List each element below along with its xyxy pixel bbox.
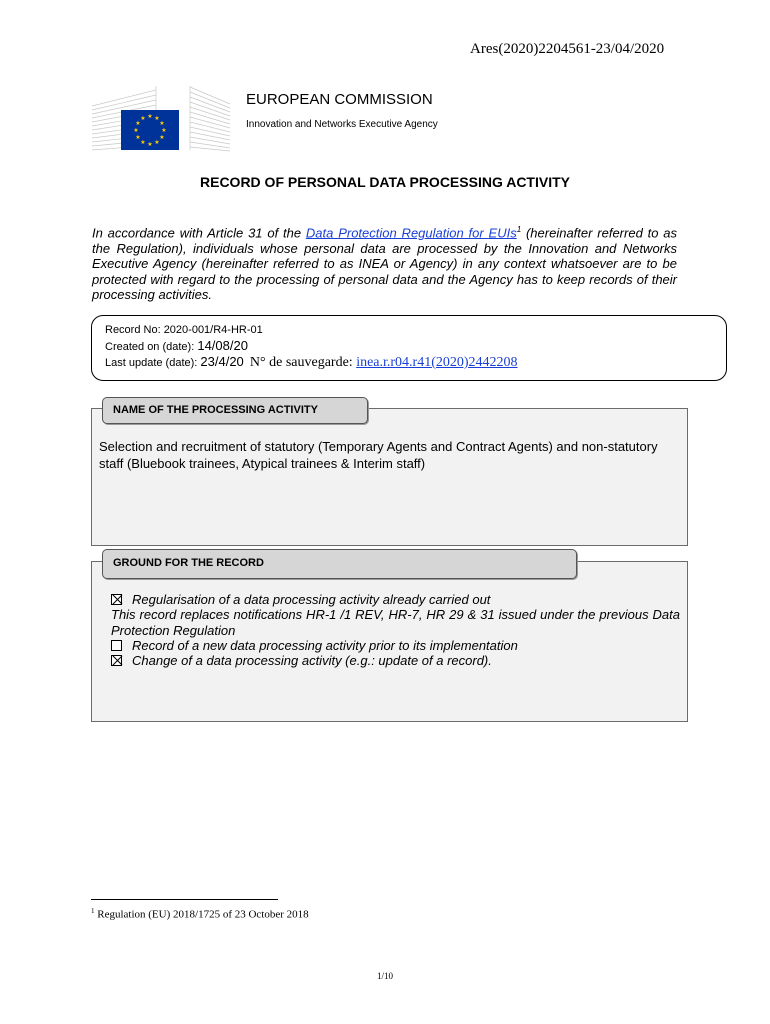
ground-option-label: Regularisation of a data processing activity already carried out xyxy=(132,592,491,607)
svg-text:★: ★ xyxy=(147,113,153,120)
created-on-label: Created on (date): xyxy=(105,341,198,353)
footnote-reference: 1 xyxy=(516,225,522,234)
ground-option-change[interactable] xyxy=(111,653,680,668)
svg-text:★: ★ xyxy=(161,127,167,134)
sauvegarde-link[interactable]: inea.r.r04.r41(2020)2442208 xyxy=(356,355,518,370)
footnote-divider xyxy=(91,899,278,900)
intro-text-end: (hereinafter referred to as the Regulation), individuals whose personal data are processed by the Innovation and Networks Executive Agency (hereinafter referred to as INEA or Agency) in any context whatsoever are to be protected with regard to the processing of personal data and the Agency has to keep records of their processing activities. xyxy=(92,225,678,303)
document-title: RECORD OF PERSONAL DATA PROCESSING ACTIVITY xyxy=(200,174,570,190)
last-update-label: Last update (date): xyxy=(105,357,201,369)
svg-text:★: ★ xyxy=(154,115,160,122)
page-number: 1/10 xyxy=(376,971,393,981)
regulation-link[interactable]: Data Protection Regulation for EUIs xyxy=(305,225,517,241)
created-on-line xyxy=(105,338,248,353)
created-on-value: 14/08/20 xyxy=(197,338,248,353)
ares-reference: Ares(2020)2204561-23/04/2020 xyxy=(470,41,665,57)
processing-activity-panel xyxy=(91,408,688,546)
checkbox-checked-icon[interactable] xyxy=(111,594,122,605)
svg-text:★: ★ xyxy=(159,120,165,127)
processing-activity-name: Selection and recruitment of statutory (Temporary Agents and Contract Agents) and non-statutory staff (Bluebook trainees, Atypical trainees & Interim staff) xyxy=(99,439,658,471)
european-commission-logo-icon xyxy=(90,84,232,152)
last-update-value: 23/4/20 xyxy=(200,354,244,369)
checkbox-unchecked-icon[interactable] xyxy=(111,640,122,651)
last-update-line xyxy=(105,354,518,371)
footnote xyxy=(91,907,309,921)
svg-text:★: ★ xyxy=(140,139,146,146)
intro-paragraph xyxy=(92,222,677,303)
ground-options xyxy=(111,592,680,668)
ground-option-regularisation[interactable] xyxy=(111,592,680,607)
organization-name: EUROPEAN COMMISSION xyxy=(246,91,433,108)
ground-option-label: Record of a new data processing activity prior to its implementation xyxy=(132,637,518,653)
footnote-text: Regulation (EU) 2018/1725 of 23 October 2018 xyxy=(94,908,309,921)
checkbox-checked-icon[interactable] xyxy=(111,655,122,666)
record-number: Record No: 2020-001/R4-HR-01 xyxy=(105,324,263,336)
footnote-mark: 1 xyxy=(91,907,95,915)
agency-name: Innovation and Networks Executive Agency xyxy=(246,119,438,130)
ground-option-label: Change of a data processing activity (e.g.: update of a record). xyxy=(132,653,492,669)
svg-text:★: ★ xyxy=(140,115,146,122)
svg-text:★: ★ xyxy=(159,134,165,141)
processing-activity-tab: NAME OF THE PROCESSING ACTIVITY xyxy=(102,397,368,424)
sauvegarde-label: N° de sauvegarde: xyxy=(249,355,357,370)
ground-option-new[interactable] xyxy=(111,638,680,653)
intro-text-start: In accordance with Article 31 of the xyxy=(92,225,306,241)
ground-tab: GROUND FOR THE RECORD xyxy=(102,549,577,579)
svg-text:★: ★ xyxy=(135,134,141,141)
ground-note: This record replaces notifications HR-1 /1 REV, HR-7, HR 29 & 31 issued under the previous Data Protection Regulation xyxy=(111,607,680,638)
svg-text:★: ★ xyxy=(135,120,141,127)
svg-text:★: ★ xyxy=(147,141,153,148)
svg-text:★: ★ xyxy=(154,139,160,146)
svg-text:★: ★ xyxy=(133,127,139,134)
